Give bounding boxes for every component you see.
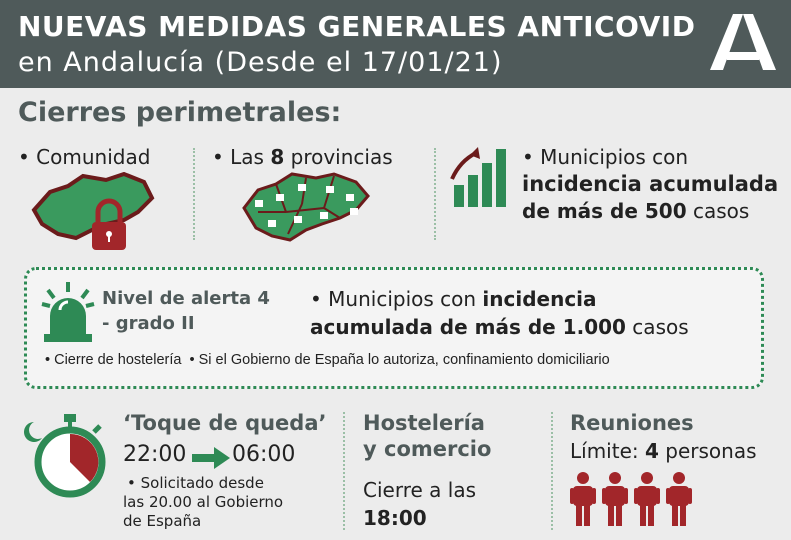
divider bbox=[343, 412, 345, 530]
arrow-right-icon bbox=[192, 447, 230, 469]
hosteleria-time: 18:00 bbox=[363, 506, 427, 530]
municipios-line1: • Municipios con bbox=[522, 145, 689, 169]
toque-title: ‘Toque de queda’ bbox=[123, 411, 327, 435]
alarm-siren-icon bbox=[40, 280, 96, 342]
person-icon bbox=[570, 472, 596, 526]
cierres-title: Cierres perimetrales: bbox=[18, 97, 342, 128]
alert-title: Nivel de alerta 4 - grado II bbox=[102, 288, 270, 334]
junta-andalucia-logo-icon bbox=[710, 12, 776, 72]
person-icon bbox=[634, 472, 660, 526]
person-icon bbox=[602, 472, 628, 526]
toque-to: 06:00 bbox=[232, 442, 296, 467]
reuniones-limit: Límite: 4 personas bbox=[570, 439, 757, 463]
alert-text: • Municipios con incidencia acumulada de más de 1.000 casos bbox=[310, 287, 689, 339]
stopwatch-moon-icon bbox=[20, 410, 110, 500]
municipios-line2: incidencia acumulada bbox=[522, 172, 779, 196]
person-icon bbox=[666, 472, 692, 526]
divider bbox=[551, 412, 553, 530]
municipios-line3: de más de 500 casos bbox=[522, 199, 750, 223]
andalucia-map-lock-icon bbox=[28, 172, 158, 254]
page-title: NUEVAS MEDIDAS GENERALES ANTICOVID bbox=[18, 10, 696, 43]
header bbox=[0, 0, 791, 88]
page-subtitle: en Andalucía (Desde el 17/01/21) bbox=[18, 47, 503, 78]
hosteleria-title: Hostelería y comercio bbox=[363, 411, 492, 461]
toque-from: 22:00 bbox=[123, 442, 187, 467]
reuniones-title: Reuniones bbox=[570, 411, 694, 435]
toque-note: • Solicitado desde las 20.00 al Gobierno de España bbox=[123, 474, 284, 530]
divider bbox=[193, 148, 195, 240]
alert-footer: • Cierre de hostelería • Si el Gobierno de España lo autoriza, confinamiento domiciliario bbox=[45, 352, 610, 368]
people-row bbox=[570, 472, 700, 528]
provincias-label: • Las 8 provincias bbox=[212, 145, 393, 169]
andalucia-provinces-map-icon bbox=[240, 172, 375, 246]
comunidad-label: • Comunidad bbox=[18, 145, 151, 169]
hosteleria-text: Cierre a las bbox=[363, 478, 476, 502]
rising-bar-chart-icon bbox=[450, 145, 512, 209]
divider bbox=[434, 148, 436, 240]
